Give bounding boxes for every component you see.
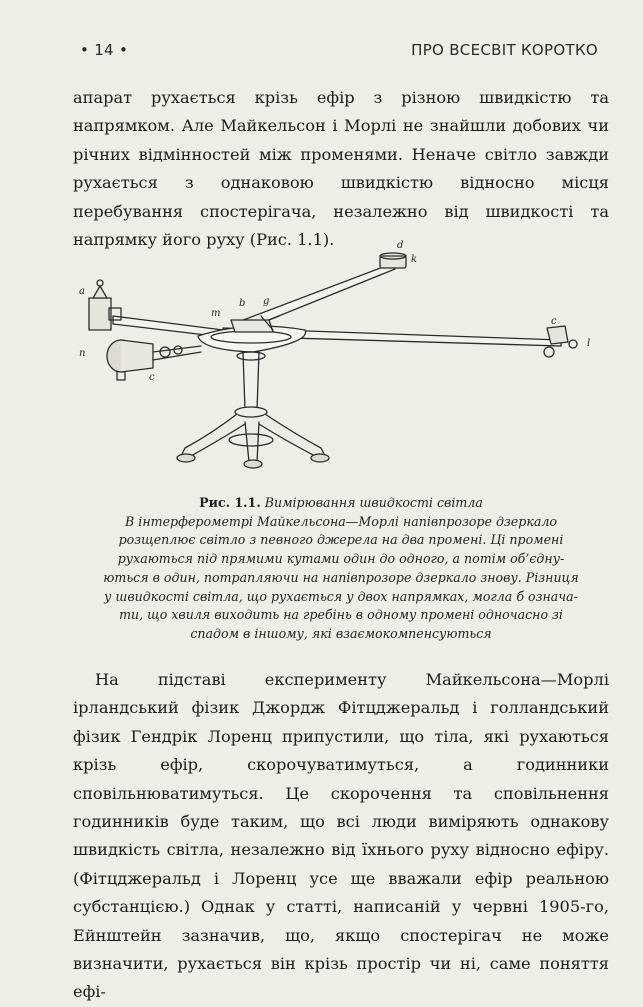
caption-line: спадом в іншому, які взаємокомпенсуються — [190, 625, 492, 641]
interferometer-illustration — [73, 236, 609, 486]
figure-label-k: k — [411, 254, 418, 265]
caption-title-line — [92, 494, 590, 513]
figure-label-a: a — [79, 286, 85, 297]
tripod-base — [181, 414, 245, 456]
figure-label-d: d — [397, 240, 404, 251]
caption-line: ються в один, потрапляючи на напівпрозоре дзеркало знову. Різниця — [103, 569, 579, 585]
lamp — [89, 298, 111, 330]
figure-label-c-right: c — [551, 316, 557, 327]
caption-line: рухаються під прямими кутами один до одного, а потім об’єдну- — [117, 551, 565, 567]
figure-label-b: b — [239, 298, 246, 309]
figure-label-c-left: c — [149, 372, 155, 383]
body-paragraph-2: На підставі експерименту Майкельсона—Морлі ірландський фізик Джордж Фітцджеральд і голландський фізик Гендрік Лоренц припустили, що тіла, які рухаються крізь ефір, скорочуватимуться, а годинники сповільнюватимуться. Це скорочення та сповільнення годинників буде таким, що всі люди виміряють однакову швидкість світла, незалежно від їхнього руху відносно ефіру. (Фітцджеральд і Лоренц усе ще вважали ефір реальною субстанцією.) Однак у статті, написаній у червні 1905-го, Ейнштейн зазначив, що, якщо спостерігач не може визначити, рухається він крізь простір чи ні, саме поняття ефі- — [73, 670, 609, 1002]
figure-label-n: n — [79, 348, 86, 359]
figure-caption — [92, 494, 590, 644]
diagonal-arm — [238, 264, 395, 328]
figure-label-l: l — [587, 338, 591, 349]
page-number: • 14 • — [80, 41, 129, 59]
figure-label-g: g — [263, 296, 270, 307]
caption-line: розщеплює світло з певного джерела на два промені. Ці промені — [118, 532, 564, 548]
mirror-c — [547, 326, 568, 344]
running-title: ПРО ВСЕСВІТ КОРОТКО — [411, 41, 598, 59]
page-header — [80, 41, 598, 65]
support-column — [243, 352, 259, 410]
caption-line: В інтерферометрі Майкельсона—Морлі напівпрозоре дзеркало — [125, 513, 557, 529]
caption-line: ти, що хвиля виходить на гребінь в одному промені одночасно зі — [119, 607, 563, 623]
caption-title: Вимірювання швидкості світла — [264, 495, 483, 510]
body-paragraph-1: апарат рухається крізь ефір з різною швидкістю та напрямком. Але Майкельсон і Морлі не знайшли добових чи річних відмінностей між променями. Неначе світло завжди рухається з однаковою швидкістю відносно місця перебування спостерігача, незалежно від швидкості та напрямку його руху (Рис. 1.1). — [73, 88, 609, 250]
caption-label: Рис. 1.1. — [199, 495, 261, 510]
figure-label-m: m — [211, 308, 221, 319]
interferometer-figure — [73, 236, 609, 486]
caption-line: у швидкості світла, що рухається у двох напрямках, могла б означа- — [104, 588, 578, 604]
